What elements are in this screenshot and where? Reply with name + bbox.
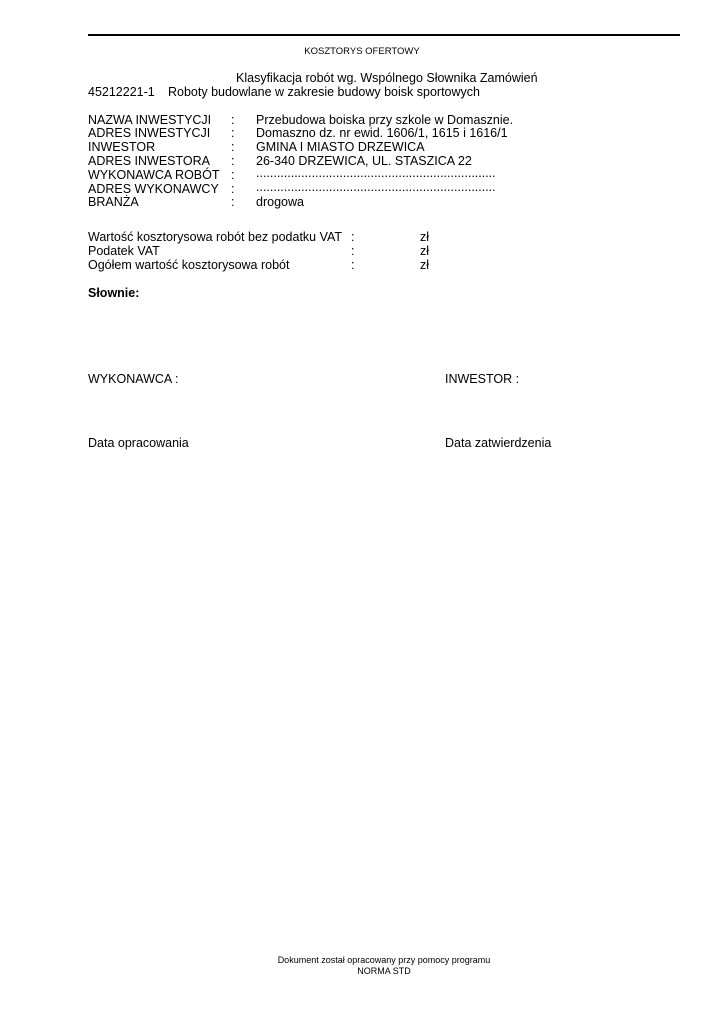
classification-description: Roboty budowlane w zakresie budowy boisk sportowych	[168, 85, 480, 99]
cost-sep: :	[351, 258, 355, 272]
cost-sep: :	[351, 244, 355, 258]
wykonawca-signature-label: WYKONAWCA :	[88, 372, 179, 386]
detail-value-nazwa: Przebudowa boiska przy szkole w Domasznie.	[256, 113, 514, 127]
detail-sep: :	[231, 140, 235, 154]
classification-code: 45212221-1	[88, 85, 155, 99]
detail-label-adres-inwestycji: ADRES INWESTYCJI	[88, 126, 211, 140]
footer-line-2: NORMA STD	[357, 966, 411, 976]
detail-label-adres-inwestora: ADRES INWESTORA	[88, 154, 211, 168]
detail-sep: :	[231, 113, 235, 127]
cost-unit: zł	[420, 230, 430, 244]
footer-line-1: Dokument został opracowany przy pomocy programu	[277, 955, 491, 965]
detail-sep: :	[231, 182, 235, 196]
cost-sep: :	[351, 230, 355, 244]
classification-heading: Klasyfikacja robót wg. Wspólnego Słownika Zamówień	[236, 71, 538, 85]
cost-unit: zł	[420, 244, 430, 258]
cost-label-netto: Wartość kosztorysowa robót bez podatku VAT	[88, 230, 343, 244]
cost-label-vat: Podatek VAT	[88, 244, 160, 258]
inwestor-signature-label: INWESTOR :	[445, 372, 520, 386]
detail-value-wykonawca: .....................................................................	[256, 166, 496, 180]
detail-sep: :	[231, 154, 235, 168]
detail-value-branza: drogowa	[256, 195, 304, 209]
detail-label-wykonawca: WYKONAWCA ROBÓT	[88, 168, 220, 182]
detail-label-adres-wykonawcy: ADRES WYKONAWCY	[88, 182, 219, 196]
data-opracowania-label: Data opracowania	[88, 436, 189, 450]
detail-value-adres-inwestora: 26-340 DRZEWICA, UL. STASZICA 22	[256, 154, 472, 168]
detail-label-inwestor: INWESTOR	[88, 140, 156, 154]
header-rule	[88, 34, 680, 36]
detail-label-branza: BRANŻA	[88, 195, 139, 209]
detail-sep: :	[231, 168, 235, 182]
cost-label-ogolem: Ogółem wartość kosztorysowa robót	[88, 258, 290, 272]
detail-sep: :	[231, 195, 235, 209]
detail-sep: :	[231, 126, 235, 140]
document-title: KOSZTORYS OFERTOWY	[304, 46, 420, 57]
slownie-label: Słownie:	[88, 286, 140, 300]
detail-label-nazwa: NAZWA INWESTYCJI	[88, 113, 212, 127]
cost-unit: zł	[420, 258, 430, 272]
detail-value-adres-inwestycji: Domaszno dz. nr ewid. 1606/1, 1615 i 1616/1	[256, 126, 508, 140]
detail-value-adres-wykonawcy: .....................................................................	[256, 180, 496, 194]
data-zatwierdzenia-label: Data zatwierdzenia	[445, 436, 552, 450]
detail-value-inwestor: GMINA I MIASTO DRZEWICA	[256, 140, 425, 154]
